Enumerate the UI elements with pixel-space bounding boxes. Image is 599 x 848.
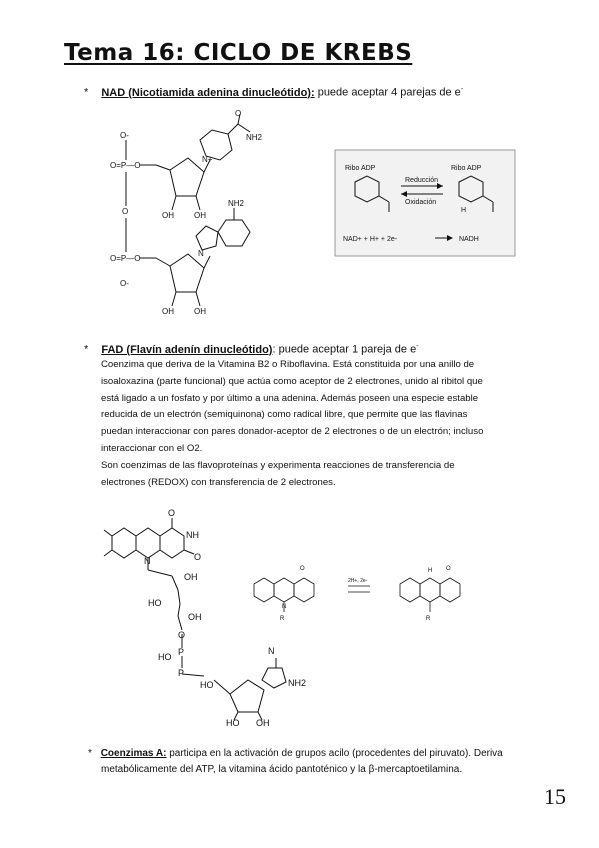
nad-bullet	[84, 86, 463, 99]
coa-bullet	[88, 748, 503, 759]
nad-structure-figure	[100, 110, 280, 320]
fad-p-2: P	[178, 668, 185, 678]
coa-label: Coenzimas A:	[100, 748, 167, 759]
fad-redox-o-right: O	[446, 566, 451, 572]
nad-o-minus-1: O-	[120, 131, 129, 140]
nad-oh-3: OH	[162, 307, 174, 316]
nad-sup: -	[460, 86, 464, 93]
coa-line-1: participa en la activación de grupos acilo (procedentes del piruvato). Deriva	[166, 748, 503, 759]
nad-nh2-adenine: NH2	[228, 199, 245, 208]
nad-oh-4: OH	[194, 307, 206, 316]
nad-oh-1: OH	[162, 211, 174, 220]
fad-p-1: P	[178, 647, 185, 657]
fad-bullet	[84, 343, 419, 356]
nad-o-bridge: O	[122, 207, 129, 216]
nad-label: NAD (Nicotiamida adenina dinucleótido):	[101, 86, 315, 99]
fad-line-5: puedan interaccionar con pares donador-aceptor de 2 electrones o de un electrón; incluso	[101, 426, 484, 438]
fad-redox-r-left: R	[280, 616, 285, 622]
nad-redox-ribo-left: Ribo ADP	[345, 165, 376, 172]
fad-redox-figure	[244, 556, 504, 626]
fad-line-6: interaccionar con el O2.	[101, 442, 203, 454]
fad-line-3: está ligado a un fosfato y por último a una adenina. Además poseen una especie estable	[101, 392, 479, 404]
fad-line-2: isoaloxazina (parte funcional) que actúa como aceptor de 2 electrones, unido al ribitol que	[101, 375, 483, 387]
fad-o-1: O	[178, 630, 186, 640]
nad-redox-reduction: Reducción	[405, 177, 439, 184]
fad-redox-r-right: R	[426, 616, 431, 622]
fad-o-top: O	[168, 508, 176, 518]
fad-line-1: Coenzima que deriva de la Vitamina B2 o Riboflavina. Está constituida por una anillo de	[101, 359, 475, 370]
fad-line-8: electrones (REDOX) con transferencia de 2 electrones.	[101, 476, 336, 488]
fad-ho-p2: HO	[200, 680, 214, 690]
fad-n-adenine: N	[268, 646, 275, 656]
fad-oh-ribose: OH	[256, 718, 270, 728]
fad-text: : puede aceptar 1 pareja de e	[272, 343, 417, 356]
bullet-symbol: *	[84, 86, 89, 99]
fad-line-7: Son coenzimas de las flavoproteínas y experimenta reacciones de transferencia de	[101, 459, 455, 471]
fad-redox-o-left: O	[300, 566, 305, 572]
nad-o-minus-2: O-	[120, 279, 129, 288]
fad-line-4: reducida de un electrón (semiquinona) como radical libre, que permite que las flavinas	[101, 409, 468, 421]
nad-redox-ribo-right: Ribo ADP	[451, 165, 482, 172]
fad-ho-2: HO	[148, 598, 162, 608]
nad-p-1: O=P—O	[110, 161, 141, 170]
nad-redox-h: H	[461, 207, 467, 214]
bullet-symbol: *	[88, 748, 92, 759]
fad-ho-ribose: HO	[226, 718, 240, 728]
nad-redox-oxidation: Oxidación	[405, 199, 437, 206]
fad-oh-1: OH	[184, 572, 198, 582]
nad-redox-product: NADH	[459, 236, 479, 243]
fad-redox-arrow-label: 2H+, 2e-	[348, 578, 368, 584]
fad-label: FAD (Flavín adenín dinucleótido)	[101, 343, 273, 356]
nad-text: puede aceptar 4 parejas de e	[314, 86, 461, 99]
nad-n-adenine: N	[198, 249, 204, 258]
fad-nh: NH	[186, 530, 199, 540]
fad-o-right: O	[194, 552, 202, 562]
fad-redox-h-top: H	[428, 568, 433, 574]
nad-redox-figure	[335, 150, 515, 256]
nad-oh-2: OH	[194, 211, 206, 220]
fad-oh-3: OH	[188, 612, 202, 622]
fad-nh2: NH2	[288, 678, 307, 688]
nad-nh2-top: NH2	[246, 133, 263, 142]
fad-ho-p1: HO	[158, 652, 172, 662]
fad-redox-n-left: N	[282, 604, 287, 610]
coa-line-2: metabólicamente del ATP, la vitamina ácido pantoténico y la β-mercaptoetilamina.	[101, 764, 463, 775]
nad-n-plus: N+	[202, 155, 213, 164]
page-title: Tema 16: CICLO DE KREBS	[64, 40, 413, 66]
bullet-symbol: *	[84, 343, 89, 356]
fad-n-ring: N	[144, 556, 151, 566]
fad-description	[101, 357, 521, 491]
fad-sup: -	[416, 343, 419, 350]
page-number: 15	[544, 784, 566, 809]
nad-o-amide: O	[235, 109, 242, 118]
nad-redox-equation: NAD+ + H+ + 2e-	[343, 236, 398, 243]
nad-p-2: O=P—O	[110, 254, 141, 263]
